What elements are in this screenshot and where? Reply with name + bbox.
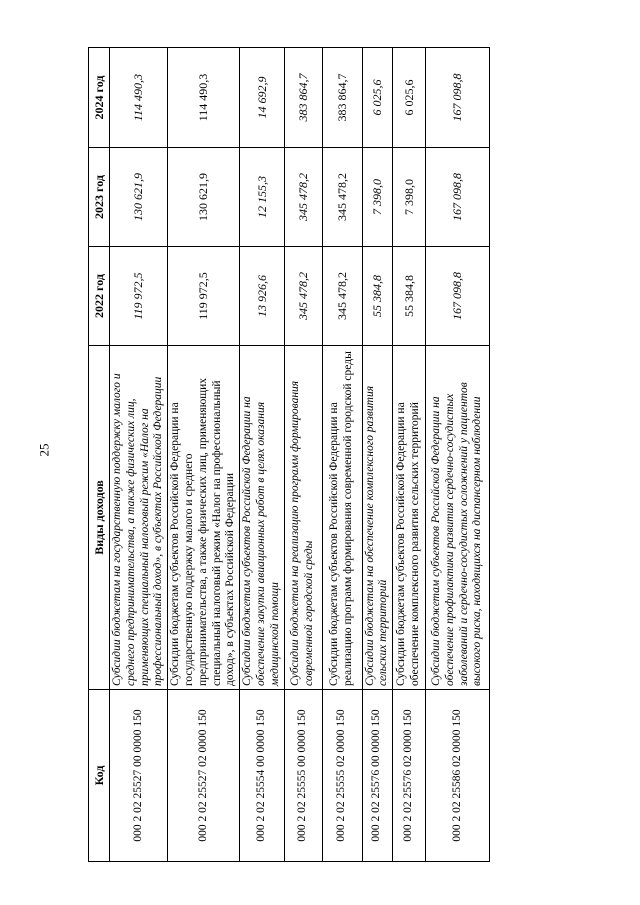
table-row (393, 48, 426, 862)
header-name: Виды доходов (89, 346, 110, 690)
table-header-row (89, 48, 110, 862)
row-name: Субсидии бюджетам субъектов Российской Федерации на обеспечение профилактики развития сердечно-сосудистых заболеваний и сердечно-сосудистых осложнений у пациентов высокого риска, находящихся на диспансерном наблюдении (426, 346, 490, 690)
row-value-2022: 119 972,5 (168, 247, 240, 346)
row-value-2022: 167 098,8 (426, 247, 490, 346)
header-code: Код (89, 690, 110, 862)
row-value-2024: 383 864,7 (322, 48, 362, 148)
row-name: Субсидии бюджетам на государственную поддержку малого и среднего предпринимательства, а также физических лиц, применяющих специальный налоговый режим «Налог на профессиональный доход», в субъектах Российской Федерации (110, 346, 168, 690)
row-value-2024: 383 864,7 (284, 48, 322, 148)
row-value-2022: 55 384,8 (362, 247, 393, 346)
row-value-2023: 345 478,2 (322, 148, 362, 247)
row-value-2022: 55 384,8 (393, 247, 426, 346)
row-value-2024: 167 098,8 (426, 48, 490, 148)
row-code: 000 2 02 25555 02 0000 150 (322, 690, 362, 862)
table-row (322, 48, 362, 862)
revenue-table (88, 47, 490, 862)
table-body (110, 48, 490, 862)
row-name: Субсидии бюджетам субъектов Российской Федерации на реализацию программ формирования современной городской среды (322, 346, 362, 690)
row-value-2024: 114 490,3 (168, 48, 240, 148)
rotated-table-wrapper (88, 48, 484, 862)
row-name: Субсидии бюджетам субъектов Российской Федерации на государственную поддержку малого и среднего предпринимательства, а также физических лиц, применяющих специальный налоговый режим «Налог на профессиональный доход», в субъектах Российской Федерации (168, 346, 240, 690)
row-value-2023: 7 398,0 (362, 148, 393, 247)
table-row (284, 48, 322, 862)
row-value-2024: 6 025,6 (393, 48, 426, 148)
row-value-2022: 345 478,2 (322, 247, 362, 346)
table-row (240, 48, 284, 862)
row-value-2024: 114 490,3 (110, 48, 168, 148)
row-code: 000 2 02 25554 00 0000 150 (240, 690, 284, 862)
row-value-2023: 167 098,8 (426, 148, 490, 247)
page-number: 25 (36, 443, 52, 457)
table-row (426, 48, 490, 862)
row-value-2023: 130 621,9 (168, 148, 240, 247)
row-code: 000 2 02 25576 00 0000 150 (362, 690, 393, 862)
row-value-2024: 14 692,9 (240, 48, 284, 148)
row-value-2023: 7 398,0 (393, 148, 426, 247)
row-value-2023: 12 155,3 (240, 148, 284, 247)
table-row (168, 48, 240, 862)
row-value-2022: 13 926,6 (240, 247, 284, 346)
rotated-table-frame (88, 48, 484, 862)
table-row (362, 48, 393, 862)
row-code: 000 2 02 25586 02 0000 150 (426, 690, 490, 862)
header-2024: 2024 год (89, 48, 110, 148)
row-name: Субсидии бюджетам субъектов Российской Федерации на обеспечение закупки авиационных работ в целях оказания медицинской помощи (240, 346, 284, 690)
row-value-2022: 119 972,5 (110, 247, 168, 346)
row-value-2024: 6 025,6 (362, 48, 393, 148)
row-code: 000 2 02 25527 00 0000 150 (110, 690, 168, 862)
header-2022: 2022 год (89, 247, 110, 346)
row-name: Субсидии бюджетам субъектов Российской Федерации на обеспечение комплексного развития сельских территорий (393, 346, 426, 690)
header-2023: 2023 год (89, 148, 110, 247)
row-code: 000 2 02 25576 02 0000 150 (393, 690, 426, 862)
row-code: 000 2 02 25527 02 0000 150 (168, 690, 240, 862)
row-value-2023: 130 621,9 (110, 148, 168, 247)
row-value-2022: 345 478,2 (284, 247, 322, 346)
row-code: 000 2 02 25555 00 0000 150 (284, 690, 322, 862)
row-value-2023: 345 478,2 (284, 148, 322, 247)
row-name: Субсидии бюджетам на реализацию программ формирования современной городской среды (284, 346, 322, 690)
row-name: Субсидии бюджетам на обеспечение комплексного развития сельских территорий (362, 346, 393, 690)
table-row (110, 48, 168, 862)
